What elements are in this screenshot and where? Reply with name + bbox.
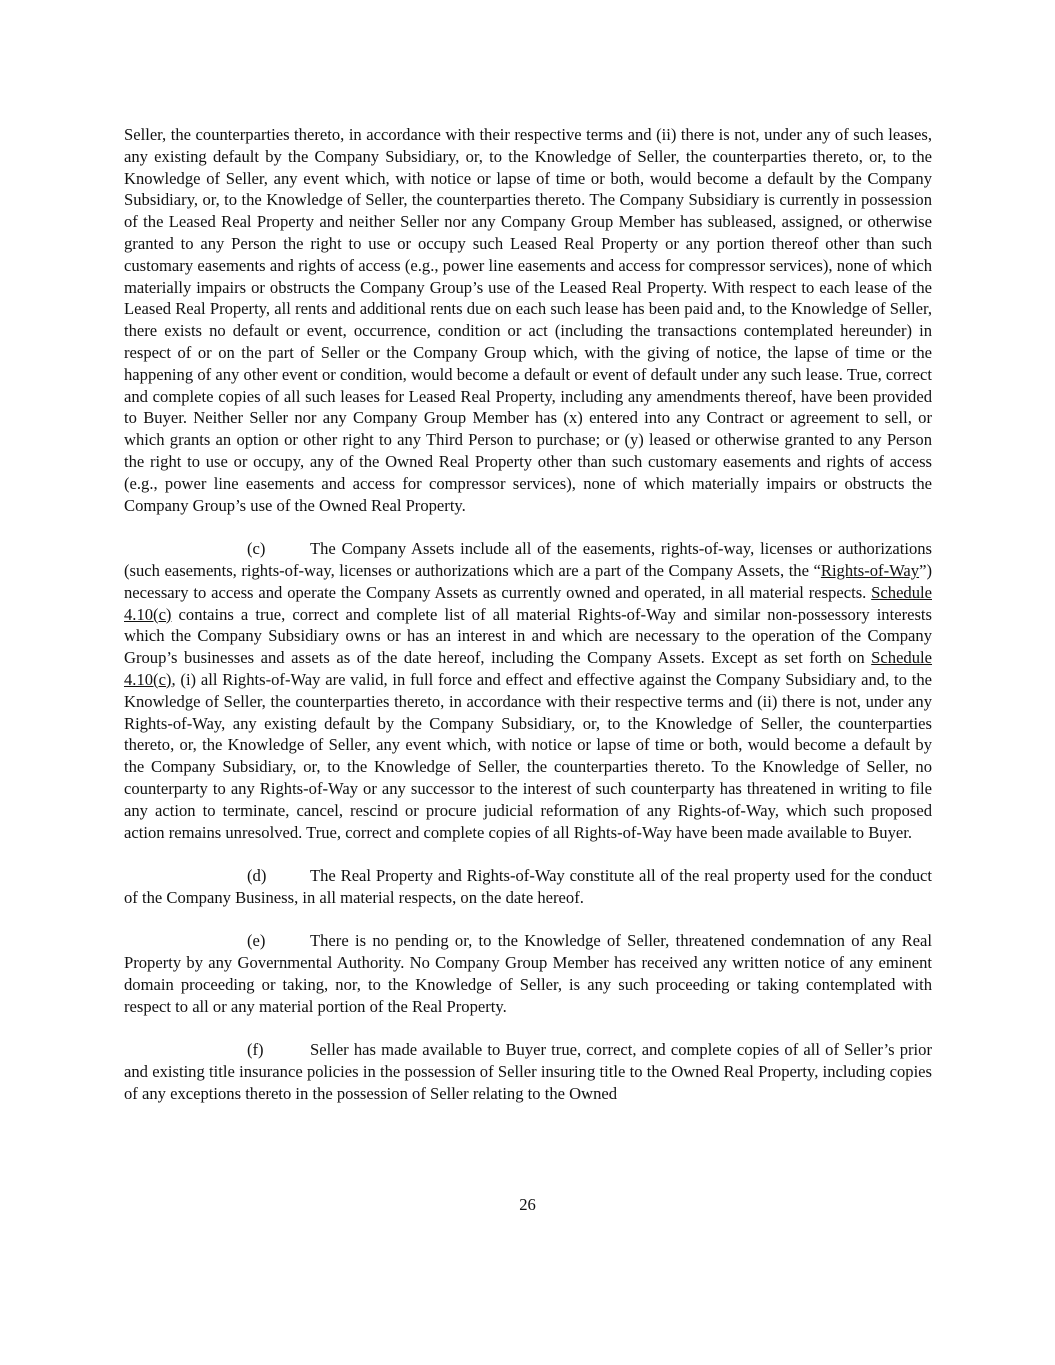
schedule-reference: Schedule 4.10(c): [124, 648, 932, 689]
paragraph-f-text: Seller has made available to Buyer true, correct, and complete copies of all of Seller’s prior and existing title insurance policies in the possession of Seller insuring title to the Owned Real Property, including copies of any exceptions thereto in the possession of Seller relating to the Owned: [124, 1040, 932, 1104]
paragraph-b-text: Seller, the counterparties thereto, in accordance with their respective terms and (ii) there is not, under any of such leases, any existing default by the Company Subsidiary, or, to the Knowledge of Seller, the counterparties thereto, or, to the Knowledge of Seller, any event which, with notice or lapse of time or both, would become a default by the Company Subsidiary, or, to the Knowledge of Seller, the counterparties thereto. The Company Subsidiary is currently in possession of the Leased Real Property and neither Seller nor any Company Group Member has subleased, assigned, or otherwise granted to any Person the right to use or occupy such Leased Real Property or any portion thereof other than such customary easements and rights of access (e.g., power line easements and access for compressor services), none of which materially impairs or obstructs the Company Group’s use of the Leased Real Property. With respect to each lease of the Leased Real Property, all rents and additional rents due on each such lease has been paid and, to the Knowledge of Seller, there exists no default or event, occurrence, condition or act (including the transactions contemplated hereunder) in respect of or on the part of Seller or the Company Group which, with the giving of notice, the lapse of time or the happening of any other event or condition, would become a default or event of default under any such lease. True, correct and complete copies of all such leases for Leased Real Property, including any amendments thereof, have been provided to Buyer. Neither Seller nor any Company Group Member has (x) entered into any Contract or agreement to sell, or which grants an option or other right to any Third Person to purchase; or (y) leased or otherwise granted to any Person the right to use or occupy, any of the Owned Real Property other than such customary easements and rights of access (e.g., power line easements and access for compressor services), none of which materially impairs or obstructs the Company Group’s use of the Owned Real Property.: [124, 125, 932, 515]
document-page: [124, 124, 932, 1105]
paragraph-c-label: (c): [247, 539, 266, 559]
schedule-reference: Schedule 4.10(c): [124, 582, 932, 624]
paragraph-d: [124, 865, 932, 909]
paragraph-c-text-1: The Company Assets include all of the easements, rights-of-way, licenses or authorizations (such easements, rights-of-way, licenses or authorizations which are a part of the Company Assets, the “: [124, 539, 932, 580]
paragraph-e-text: There is no pending or, to the Knowledge of Seller, threatened condemnation of any Real Property by any Governmental Authority. No Company Group Member has received any written notice of any eminent domain proceeding or taking, nor, to the Knowledge of Seller, is any such proceeding or taking contemplated with respect to all or any material portion of the Real Property.: [124, 931, 932, 1016]
paragraph-c-text-2: ”) necessary to access and operate the Company Assets as currently owned and operated, in all material respects.: [124, 560, 932, 602]
paragraph-f-label: (f): [247, 1040, 264, 1060]
paragraph-c: [124, 538, 932, 843]
rights-of-way-defined-term: Rights-of-Way: [820, 560, 920, 580]
paragraph-d-text: The Real Property and Rights-of-Way constitute all of the real property used for the conduct of the Company Business, in all material respects, on the date hereof.: [124, 866, 932, 907]
paragraph-f: [124, 1039, 932, 1104]
paragraph-b-continued: [124, 124, 932, 516]
page-number: 26: [519, 1195, 536, 1214]
paragraph-e: [124, 930, 932, 1017]
paragraph-c-text-3: contains a true, correct and complete list of all material Rights-of-Way and similar non-possessory interests which the Company Subsidiary owns or has an interest in and which are necessary to the operation of the Company Group’s businesses and assets as of the date hereof, including the Company Assets. Except as set forth on: [124, 604, 932, 668]
paragraph-d-label: (d): [247, 866, 267, 886]
paragraph-e-label: (e): [247, 931, 266, 951]
paragraph-c-text-4: , (i) all Rights-of-Way are valid, in full force and effect and effective against the Company Subsidiary and, to the Knowledge of Seller, the counterparties thereto, in accordance with their respective terms and (ii) there is not, under any Rights-of-Way, any existing default by the Company Subsidiary, or, to the Knowledge of Seller, the counterparties thereto, or, the Knowledge of Seller, any event which, with notice or lapse of time or both, would become a default by the Company Subsidiary, or, to the Knowledge of Seller, the counterparties thereto. To the Knowledge of Seller, no counterparty to any Rights-of-Way or any successor to the interest of such counterparty has threatened in writing to file any action to terminate, cancel, rescind or procure judicial reformation of any Rights-of-Way, which such proposed action remains unresolved. True, correct and complete copies of all Rights-of-Way have been made available to Buyer.: [124, 669, 932, 842]
